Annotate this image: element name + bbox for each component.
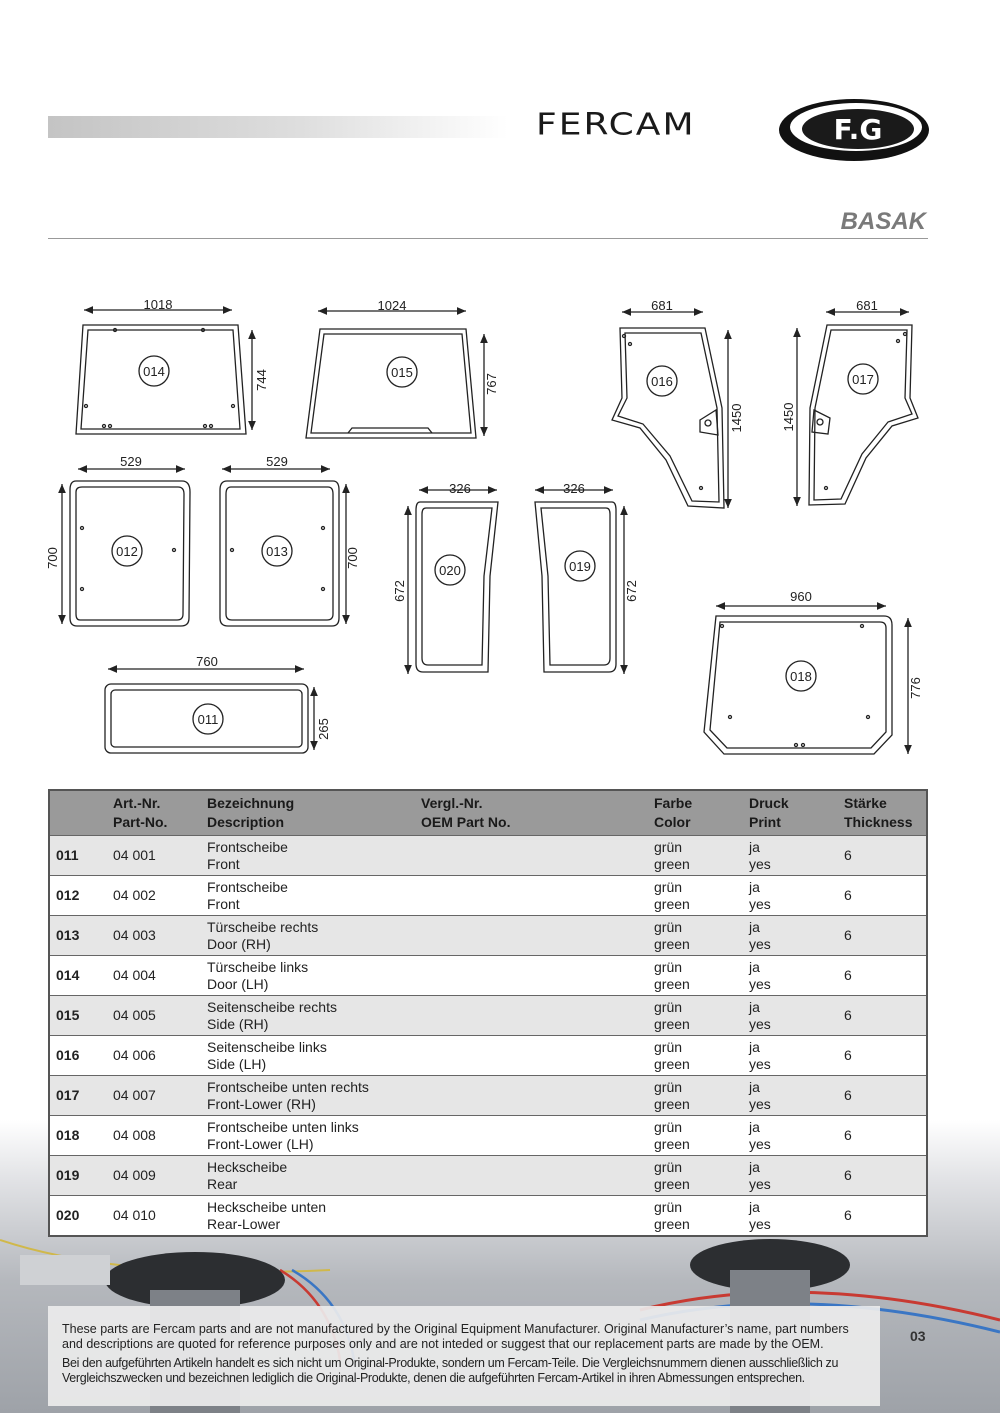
label-016: 016	[651, 374, 673, 389]
col-header-print: Druck Print	[743, 790, 838, 836]
row-description: Seitenscheibe links Side (LH)	[201, 1036, 415, 1076]
dim-018-width: 960	[790, 589, 812, 604]
label-020: 020	[439, 563, 461, 578]
row-color: grün green	[648, 956, 743, 996]
section-title: BASAK	[840, 208, 926, 235]
row-part-no: 04 004	[107, 956, 201, 996]
table-row	[49, 876, 927, 916]
row-color: grün green	[648, 996, 743, 1036]
dim-012-width: 529	[120, 454, 142, 469]
row-description: Frontscheibe Front	[201, 876, 415, 916]
header-gradient-bar	[48, 116, 508, 138]
fercam-logo	[536, 94, 930, 166]
label-012: 012	[116, 544, 138, 559]
dim-018-height: 776	[908, 677, 923, 699]
row-part-no: 04 001	[107, 836, 201, 876]
table-row	[49, 1036, 927, 1076]
drawing-019	[535, 490, 624, 674]
table-row	[49, 956, 927, 996]
row-print: ja yes	[743, 996, 838, 1036]
dim-017-height: 1450	[781, 402, 796, 432]
glass-drawings	[0, 280, 1000, 780]
col-header-thickness: Stärke Thickness	[838, 790, 927, 836]
row-color: grün green	[648, 876, 743, 916]
row-number: 018	[49, 1116, 107, 1156]
row-number: 015	[49, 996, 107, 1036]
row-description: Heckscheibe Rear	[201, 1156, 415, 1196]
drawing-017	[797, 312, 918, 506]
table-row	[49, 836, 927, 876]
label-017: 017	[852, 372, 874, 387]
row-color: grün green	[648, 1116, 743, 1156]
drawing-011	[105, 669, 314, 753]
row-number: 013	[49, 916, 107, 956]
dim-017-width: 681	[856, 298, 878, 313]
label-019: 019	[569, 559, 591, 574]
parts-table-body	[49, 836, 927, 1237]
dim-015-width: 1024	[377, 298, 407, 313]
page-number: 03	[910, 1328, 926, 1344]
row-description: Frontscheibe unten links Front-Lower (LH)	[201, 1116, 415, 1156]
row-part-no: 04 006	[107, 1036, 201, 1076]
row-oem	[415, 916, 648, 956]
label-013: 013	[266, 544, 288, 559]
row-print: ja yes	[743, 1036, 838, 1076]
row-print: ja yes	[743, 1076, 838, 1116]
row-description: Türscheibe links Door (LH)	[201, 956, 415, 996]
row-print: ja yes	[743, 1116, 838, 1156]
label-015: 015	[391, 365, 413, 380]
row-thickness: 6	[838, 876, 927, 916]
dim-019-width: 326	[563, 481, 585, 496]
row-thickness: 6	[838, 1156, 927, 1196]
row-part-no: 04 009	[107, 1156, 201, 1196]
dim-011-height: 265	[316, 718, 331, 740]
dim-020-height: 672	[392, 580, 407, 602]
row-oem	[415, 1116, 648, 1156]
table-row	[49, 1116, 927, 1156]
dim-014-height: 744	[254, 369, 269, 391]
dim-011-width: 760	[196, 654, 218, 669]
row-print: ja yes	[743, 876, 838, 916]
table-row	[49, 1156, 927, 1196]
disclaimer-english: These parts are Fercam parts and are not manufactured by the Original Equipment Manufacturer. Original Manufacturer’s name, part numbers and descriptions are quoted for reference purposes only and are not inteded or suggest that our replacement parts are made by the OEM.	[62, 1322, 849, 1351]
row-thickness: 6	[838, 916, 927, 956]
row-oem	[415, 956, 648, 996]
table-row	[49, 1076, 927, 1116]
row-description: Seitenscheibe rechts Side (RH)	[201, 996, 415, 1036]
row-print: ja yes	[743, 836, 838, 876]
dim-015-height: 767	[484, 373, 499, 395]
table-header-row	[49, 790, 927, 836]
row-oem	[415, 876, 648, 916]
fg-emblem	[536, 94, 930, 166]
parts-table	[48, 789, 928, 1237]
col-header-oem: Vergl.-Nr. OEM Part No.	[415, 790, 648, 836]
dim-019-height: 672	[624, 580, 639, 602]
row-oem	[415, 1036, 648, 1076]
row-oem	[415, 1076, 648, 1116]
row-color: grün green	[648, 916, 743, 956]
row-color: grün green	[648, 1076, 743, 1116]
row-thickness: 6	[838, 1116, 927, 1156]
row-color: grün green	[648, 1196, 743, 1237]
row-print: ja yes	[743, 916, 838, 956]
row-description: Türscheibe rechts Door (RH)	[201, 916, 415, 956]
dim-013-width: 529	[266, 454, 288, 469]
col-header-number	[49, 790, 107, 836]
col-header-part-no: Art.-Nr. Part-No.	[107, 790, 201, 836]
row-description: Heckscheibe unten Rear-Lower	[201, 1196, 415, 1237]
dim-020-width: 326	[449, 481, 471, 496]
header-divider	[48, 238, 928, 239]
row-part-no: 04 008	[107, 1116, 201, 1156]
row-oem	[415, 836, 648, 876]
row-part-no: 04 003	[107, 916, 201, 956]
label-018: 018	[790, 669, 812, 684]
row-number: 017	[49, 1076, 107, 1116]
col-header-description: Bezeichnung Description	[201, 790, 415, 836]
dim-014-width: 1018	[143, 297, 173, 312]
row-oem	[415, 1196, 648, 1237]
row-thickness: 6	[838, 1196, 927, 1237]
row-number: 012	[49, 876, 107, 916]
row-oem	[415, 1156, 648, 1196]
row-number: 019	[49, 1156, 107, 1196]
table-row	[49, 996, 927, 1036]
table-row	[49, 916, 927, 956]
row-part-no: 04 010	[107, 1196, 201, 1237]
row-part-no: 04 007	[107, 1076, 201, 1116]
logo-wordmark: FERCAM	[536, 107, 696, 142]
dim-012-height: 700	[45, 547, 60, 569]
row-number: 020	[49, 1196, 107, 1237]
table-row	[49, 1196, 927, 1237]
row-part-no: 04 002	[107, 876, 201, 916]
row-number: 011	[49, 836, 107, 876]
row-color: grün green	[648, 836, 743, 876]
col-header-color: Farbe Color	[648, 790, 743, 836]
row-print: ja yes	[743, 1196, 838, 1237]
label-014: 014	[143, 364, 165, 379]
row-thickness: 6	[838, 1036, 927, 1076]
logo-mark-text: F.G	[833, 113, 883, 146]
row-print: ja yes	[743, 956, 838, 996]
row-color: grün green	[648, 1036, 743, 1076]
row-thickness: 6	[838, 956, 927, 996]
drawing-020	[408, 490, 498, 674]
row-description: Frontscheibe unten rechts Front-Lower (RH)	[201, 1076, 415, 1116]
label-011: 011	[197, 712, 219, 727]
row-number: 016	[49, 1036, 107, 1076]
row-thickness: 6	[838, 836, 927, 876]
row-color: grün green	[648, 1156, 743, 1196]
row-thickness: 6	[838, 996, 927, 1036]
disclaimer-german: Bei den aufgeführten Artikeln handelt es sich nicht um Original-Produkte, sondern um Fercam-Teile. Die Vergleichsnummern dienen ausschließlich zu Vergleichszwecken und bezeichnen lediglich die Original-Produkte, denen die aufgeführten Fercam-Artikel in ihren Abmessungen entsprechen.	[62, 1356, 839, 1385]
row-oem	[415, 996, 648, 1036]
row-thickness: 6	[838, 1076, 927, 1116]
footer-disclaimer	[48, 1306, 880, 1406]
row-part-no: 04 005	[107, 996, 201, 1036]
dim-013-height: 700	[345, 547, 360, 569]
row-number: 014	[49, 956, 107, 996]
dim-016-height: 1450	[729, 403, 744, 433]
drawing-016	[612, 312, 728, 508]
row-print: ja yes	[743, 1156, 838, 1196]
dim-016-width: 681	[651, 298, 673, 313]
row-description: Frontscheibe Front	[201, 836, 415, 876]
